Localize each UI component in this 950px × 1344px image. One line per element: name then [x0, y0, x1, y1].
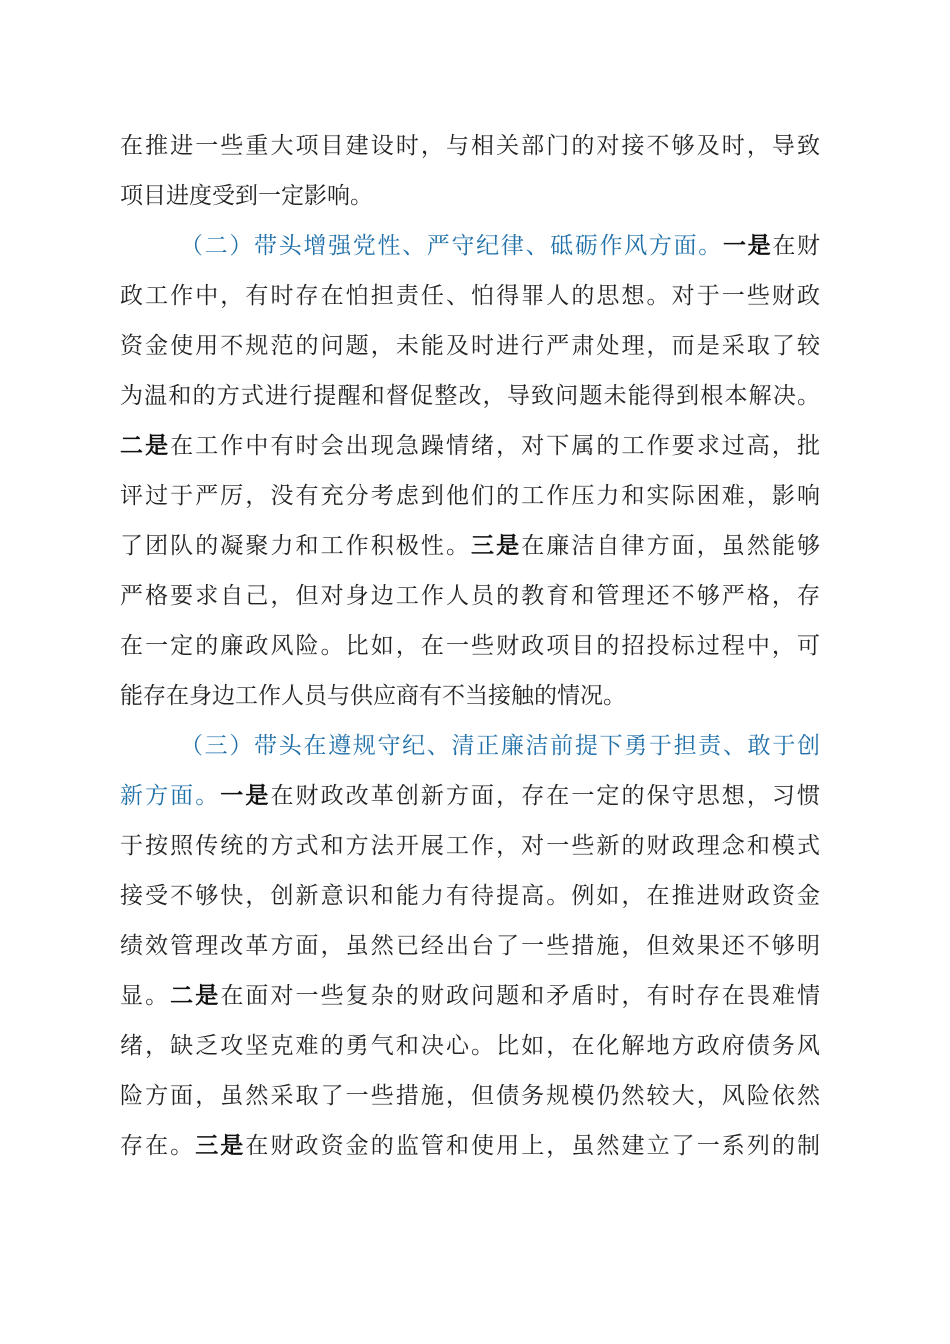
body-text: 绩效管理改革方面，虽然已经出台了一些措施，但效果还不够明 [120, 933, 820, 959]
body-text: 资金使用不规范的问题，未能及时进行严肃处理，而是采取了较 [120, 333, 820, 359]
text-line [120, 779, 820, 813]
text-line [120, 879, 820, 913]
body-text: 为温和的方式进行提醒和督促整改，导致问题未能得到根本解决。 [120, 383, 820, 409]
emphasis-label: 二是 [170, 982, 221, 1009]
body-text: 项目进度受到一定影响。 [120, 183, 373, 209]
text-line [120, 279, 820, 313]
emphasis-label: 三是 [471, 532, 522, 559]
section-heading: （三）带头在遵规守纪、清正廉洁前提下勇于担责、敢于创 [180, 733, 820, 759]
body-text: 接受不够快，创新意识和能力有待提高。例如，在推进财政资金 [120, 883, 820, 909]
emphasis-label: 三是 [195, 1132, 246, 1159]
text-line [120, 929, 820, 963]
text-line [120, 329, 820, 363]
text-line [120, 379, 820, 413]
text-line [120, 529, 820, 563]
body-text: 在一定的廉政风险。比如，在一些财政项目的招投标过程中，可 [120, 633, 820, 659]
emphasis-label: 二是 [120, 432, 171, 459]
body-text: 在工作中有时会出现急躁情绪，对下属的工作要求过高，批 [170, 433, 821, 459]
body-text: 险方面，虽然采取了一些措施，但债务规模仍然较大，风险依然 [120, 1083, 820, 1109]
text-line [120, 479, 820, 513]
text-line [120, 679, 626, 713]
body-text: 能存在身边工作人员与供应商有不当接触的情况。 [120, 683, 626, 709]
body-text: 于按照传统的方式和方法开展工作，对一些新的财政理念和模式 [120, 833, 820, 859]
body-text: 在财政资金的监管和使用上，虽然建立了一系列的制 [245, 1133, 821, 1159]
text-line [120, 629, 820, 663]
body-text: 绪，缺乏攻坚克难的勇气和决心。比如，在化解地方政府债务风 [120, 1033, 820, 1059]
text-line [120, 429, 820, 463]
text-line [120, 579, 820, 613]
body-text: 显。 [120, 983, 171, 1009]
emphasis-label: 一是 [220, 782, 271, 809]
body-text: 在廉洁自律方面，虽然能够 [521, 533, 821, 559]
emphasis-label: 一是 [722, 232, 773, 259]
body-text: 了团队的凝聚力和工作积极性。 [120, 533, 472, 559]
body-text: 严格要求自己，但对身边工作人员的教育和管理还不够严格，存 [120, 583, 820, 609]
body-text: 存在。 [120, 1133, 196, 1159]
section-heading: 新方面。 [120, 783, 221, 809]
text-line [120, 979, 820, 1013]
body-text: 在面对一些复杂的财政问题和矛盾时，有时存在畏难情 [220, 983, 821, 1009]
body-text: 评过于严厉，没有充分考虑到他们的工作压力和实际困难，影响 [120, 483, 820, 509]
text-line [120, 129, 820, 163]
body-text: 在推进一些重大项目建设时，与相关部门的对接不够及时，导致 [120, 133, 820, 159]
text-line [120, 179, 373, 213]
text-line [120, 829, 820, 863]
section-heading: （二）带头增强党性、严守纪律、砥砺作风方面。 [180, 233, 723, 259]
body-text: 政工作中，有时存在怕担责任、怕得罪人的思想。对于一些财政 [120, 283, 820, 309]
text-line [120, 1079, 820, 1113]
body-text: 在财政改革创新方面，存在一定的保守思想，习惯 [270, 783, 821, 809]
text-line [180, 229, 820, 263]
text-line [120, 1129, 820, 1163]
text-line [120, 1029, 820, 1063]
body-text: 在财 [772, 233, 821, 259]
text-line [180, 729, 820, 763]
